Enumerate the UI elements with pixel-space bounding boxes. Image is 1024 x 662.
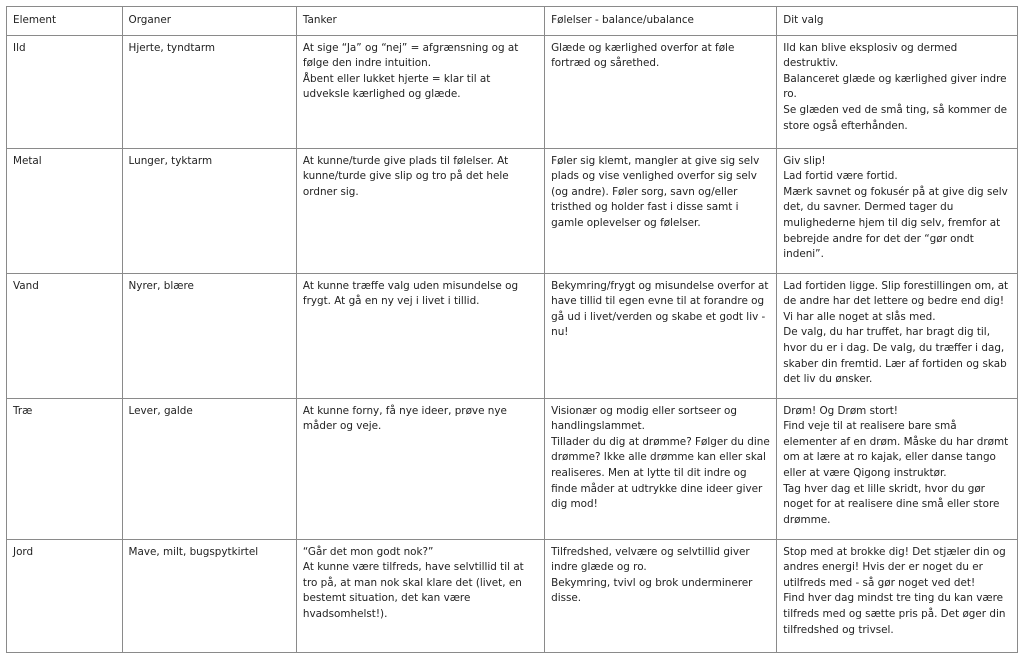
cell-line: Balanceret glæde og kærlighed giver indre ro. bbox=[783, 72, 1007, 101]
cell-line: Tillader du dig at drømme? Følger du dine drømme? Ikke alle drømme kan eller skal realiseres. Men at lytte til dit indre og finde måder at udtrykke dine ideer giver dig mod! bbox=[551, 435, 770, 511]
cell-organer: Mave, milt, bugspytkirtel bbox=[122, 539, 296, 652]
cell-valg bbox=[777, 148, 1018, 273]
cell-line: Bekymring, tvivl og brok underminerer disse. bbox=[551, 576, 753, 605]
cell-line: Føler sig klemt, mangler at give sig selv plads og vise venlighed overfor sig selv (og andre). Føler sorg, savn og/eller tristhed og holder fast i disse samt i gamle oplevelser og følelser. bbox=[551, 154, 760, 229]
cell-folelser bbox=[545, 539, 777, 652]
table-row bbox=[7, 148, 1018, 273]
cell-line: At kunne træffe valg uden misundelse og frygt. At gå en ny vej i livet i tillid. bbox=[302, 279, 519, 308]
cell-line: Se glæden ved de små ting, så kommer de store også efterhånden. bbox=[783, 103, 1008, 132]
cell-line: Glæde og kærlighed overfor at føle fortræd og sårethed. bbox=[551, 41, 735, 70]
cell-line: At kunne være tilfreds, have selvtillid til at tro på, at man nok skal klare det (livet, en bestemt situation, det kan være hvadsomhelst!). bbox=[302, 561, 524, 620]
cell-valg bbox=[777, 273, 1018, 398]
cell-line: Lad fortid være fortid. bbox=[783, 170, 898, 183]
cell-line: At kunne forny, få nye ideer, prøve nye måder og veje. bbox=[302, 404, 507, 433]
cell-line: At sige “Ja” og “nej” = afgrænsning og at følge den indre intuition. bbox=[302, 41, 519, 70]
cell-line: Ild kan blive eksplosiv og dermed destruktiv. bbox=[783, 41, 958, 70]
table-row bbox=[7, 35, 1018, 148]
table-row bbox=[7, 398, 1018, 539]
cell-folelser bbox=[545, 35, 777, 148]
header-element: Element bbox=[7, 7, 123, 36]
cell-line: Giv slip! bbox=[783, 154, 826, 167]
cell-line: At kunne/turde give plads til følelser. At kunne/turde give slip og tro på det hele ordner sig. bbox=[302, 154, 509, 198]
table-row bbox=[7, 273, 1018, 398]
cell-valg bbox=[777, 398, 1018, 539]
cell-tanker bbox=[296, 35, 544, 148]
cell-line: “Går det mon godt nok?” bbox=[302, 545, 434, 558]
cell-line: Find veje til at realisere bare små elementer af en drøm. Måske du har drømt om at lære at ro kajak, eller danse tango eller at være Qigong instruktør. bbox=[783, 420, 1009, 479]
cell-folelser bbox=[545, 273, 777, 398]
cell-organer: Lever, galde bbox=[122, 398, 296, 539]
header-row bbox=[7, 7, 1018, 36]
cell-element: Metal bbox=[7, 148, 123, 273]
cell-line: Find hver dag mindst tre ting du kan være tilfreds med og sætte pris på. Det øger din tilfredshed og trivsel. bbox=[783, 592, 1006, 636]
cell-line: Drøm! Og Drøm stort! bbox=[783, 404, 898, 417]
cell-folelser bbox=[545, 398, 777, 539]
cell-organer: Lunger, tyktarm bbox=[122, 148, 296, 273]
cell-line: De valg, du har truffet, har bragt dig til, hvor du er i dag. De valg, du træffer i dag, skaber din fremtid. Lær af fortiden og skab det liv du ønsker. bbox=[783, 326, 1007, 386]
cell-element: Træ bbox=[7, 398, 123, 539]
cell-tanker bbox=[296, 398, 544, 539]
cell-tanker bbox=[296, 273, 544, 398]
cell-element: Ild bbox=[7, 35, 123, 148]
cell-line: Åbent eller lukket hjerte = klar til at udveksle kærlighed og glæde. bbox=[302, 72, 491, 101]
cell-tanker bbox=[296, 539, 544, 652]
table-row bbox=[7, 539, 1018, 652]
header-valg: Dit valg bbox=[777, 7, 1018, 36]
cell-element: Vand bbox=[7, 273, 123, 398]
header-tanker: Tanker bbox=[296, 7, 544, 36]
cell-valg bbox=[777, 539, 1018, 652]
cell-line: Visionær og modig eller sortseer og handlingslammet. bbox=[551, 404, 737, 433]
cell-element: Jord bbox=[7, 539, 123, 652]
cell-line: Tag hver dag et lille skridt, hvor du gør noget for at realisere dine små eller store drømme. bbox=[783, 482, 1000, 526]
cell-folelser bbox=[545, 148, 777, 273]
cell-organer: Hjerte, tyndtarm bbox=[122, 35, 296, 148]
cell-line: Mærk savnet og fokusér på at give dig selv det, du savner. Dermed tager du mulighederne hjem til dig selv, fremfor at bebrejde andre for det der “gør ondt indeni”. bbox=[783, 185, 1008, 261]
cell-line: Tilfredshed, velvære og selvtillid giver indre glæde og ro. bbox=[551, 545, 750, 574]
cell-line: Stop med at brokke dig! Det stjæler din og andres energi! Hvis der er noget du er utilfreds med - så gør noget ved det! bbox=[783, 545, 1006, 589]
cell-line: Bekymring/frygt og misundelse overfor at have tillid til egen evne til at forandre og gå ud i livet/verden og skabe et godt liv - nu! bbox=[551, 279, 769, 339]
cell-line: Lad fortiden ligge. Slip forestillingen om, at de andre har det lettere og bedre end dig! Vi har alle noget at slås med. bbox=[783, 279, 1009, 323]
header-folelser: Følelser - balance/ubalance bbox=[545, 7, 777, 36]
cell-organer: Nyrer, blære bbox=[122, 273, 296, 398]
cell-valg bbox=[777, 35, 1018, 148]
cell-tanker bbox=[296, 148, 544, 273]
header-organer: Organer bbox=[122, 7, 296, 36]
elements-table bbox=[6, 6, 1018, 653]
